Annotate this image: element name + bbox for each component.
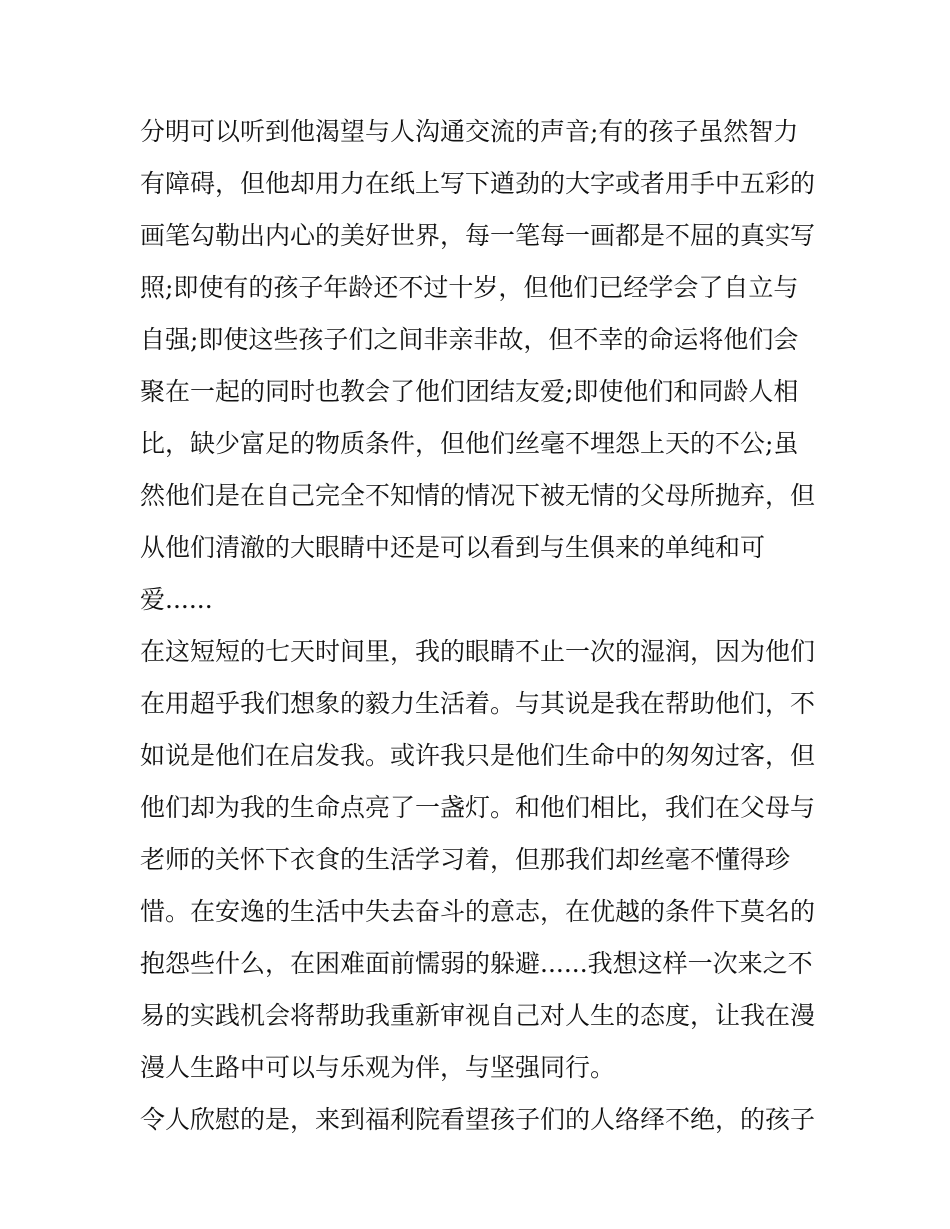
text-line-5: 自强;即使这些孩子们之间非亲非故，但不幸的命运将他们会: [140, 325, 799, 354]
text-line-15: 老师的关怀下衣食的生活学习着，但那我们却丝毫不懂得珍: [140, 845, 791, 874]
text-line-11: 在这短短的七天时间里，我的眼睛不止一次的湿润，因为他们: [140, 637, 816, 666]
text-line-7: 比，缺少富足的物质条件，但他们丝毫不埋怨上天的不公;虽: [140, 429, 799, 458]
text-line-4: 照;即使有的孩子年龄还不过十岁，但他们已经学会了自立与: [140, 273, 799, 302]
text-line-6: 聚在一起的同时也教会了他们团结友爱;即使他们和同龄人相: [140, 377, 799, 406]
text-line-19: 漫人生路中可以与乐观为伴，与坚强同行。: [140, 1053, 616, 1082]
body-text: [140, 106, 820, 1146]
text-line-18: 易的实践机会将帮助我重新审视自己对人生的态度，让我在漫: [140, 1001, 816, 1030]
text-line-1: 分明可以听到他渴望与人沟通交流的声音;有的孩子虽然智力: [140, 117, 799, 146]
text-line-3: 画笔勾勒出内心的美好世界，每一笔每一画都是不屈的真实写: [140, 221, 816, 250]
text-line-17: 抱怨些什么，在困难面前懦弱的躲避......我想这样一次来之不: [140, 949, 813, 978]
text-line-8: 然他们是在自己完全不知情的情况下被无情的父母所抛弃，但: [140, 481, 816, 510]
text-line-2: 有障碍，但他却用力在纸上写下遒劲的大字或者用手中五彩的: [140, 169, 816, 198]
text-line-9: 从他们清澈的大眼睛中还是可以看到与生俱来的单纯和可: [140, 533, 766, 562]
text-line-10: 爱......: [140, 585, 213, 614]
text-line-13: 如说是他们在启发我。或许我只是他们生命中的匆匆过客，但: [140, 741, 816, 770]
text-line-14: 他们却为我的生命点亮了一盏灯。和他们相比，我们在父母与: [140, 793, 816, 822]
text-line-12: 在用超乎我们想象的毅力生活着。与其说是我在帮助他们，不: [140, 689, 816, 718]
text-line-16: 惜。在安逸的生活中失去奋斗的意志，在优越的条件下莫名的: [140, 897, 816, 926]
text-line-20: 令人欣慰的是，来到福利院看望孩子们的人络绎不绝，的孩子: [140, 1105, 816, 1134]
